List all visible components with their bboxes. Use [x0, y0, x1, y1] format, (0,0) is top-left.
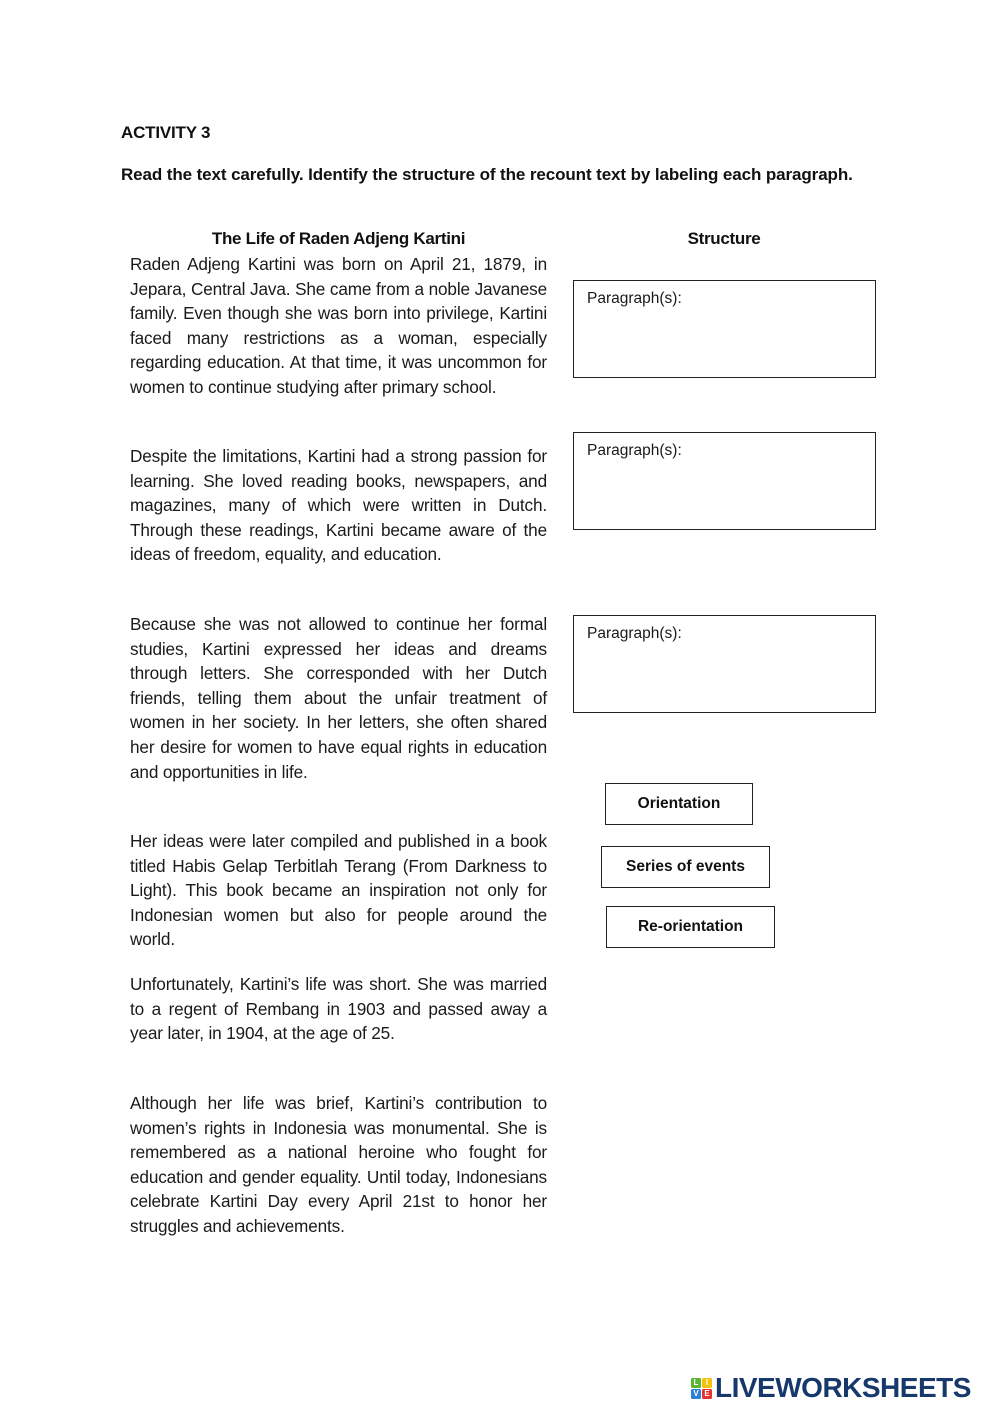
logo-letter-e: E	[702, 1389, 712, 1399]
paragraph-1: Raden Adjeng Kartini was born on April 21, 1879, in Jepara, Central Java. She came from a noble Javanese family. Even though she was born into privilege, Kartini faced many restrictions as a woman, especially regarding education. At that time, it was uncommon for women to continue studying after primary school.	[130, 254, 547, 397]
option-series-of-events[interactable]: Series of events	[601, 846, 770, 888]
answer-box-label: Paragraph(s):	[587, 625, 682, 642]
instructions: Read the text carefully. Identify the structure of the recount text by labeling each paragraph.	[121, 165, 853, 184]
paragraph-4: Her ideas were later compiled and published in a book titled Habis Gelap Terbitlah Terang (From Darkness to Light). This book became an inspiration not only for Indonesian women but also for people around the world.	[130, 831, 547, 950]
drop-zone[interactable]	[580, 650, 869, 706]
structure-title: Structure	[687, 229, 761, 248]
answer-box-label: Paragraph(s):	[587, 290, 682, 307]
logo-text: LIVEWORKSHEETS	[715, 1372, 971, 1403]
paragraph-3: Because she was not allowed to continue her formal studies, Kartini expressed her ideas and dreams through letters. She corresponded with her Dutch friends, telling them about the unfair treatment of women in her society. In her letters, she often shared her desire for women to have equal rights in education and opportunities in life.	[130, 614, 547, 782]
text-title: The Life of Raden Adjeng Kartini	[211, 229, 466, 248]
activity-title: ACTIVITY 3	[121, 123, 211, 142]
logo-letter-i: I	[702, 1378, 712, 1388]
option-re-orientation[interactable]: Re-orientation	[606, 906, 775, 948]
liveworksheets-logo	[691, 1374, 971, 1402]
drop-zone[interactable]	[580, 315, 869, 371]
paragraph-5: Unfortunately, Kartini’s life was short. She was married to a regent of Rembang in 1903 and passed away a year later, in 1904, at the age of 25.	[130, 974, 547, 1044]
option-orientation[interactable]: Orientation	[605, 783, 753, 825]
logo-grid-icon	[691, 1378, 712, 1399]
answer-box-label: Paragraph(s):	[587, 442, 682, 459]
answer-box-2[interactable]	[573, 432, 876, 530]
paragraph-2: Despite the limitations, Kartini had a strong passion for learning. She loved reading books, newspapers, and magazines, many of which were written in Dutch. Through these readings, Kartini became aware of the ideas of freedom, equality, and education.	[130, 446, 547, 565]
logo-letter-v: V	[691, 1389, 701, 1399]
paragraph-6: Although her life was brief, Kartini’s contribution to women’s rights in Indonesia was monumental. She is remembered as a national heroine who fought for education and gender equality. Until today, Indonesians celebrate Kartini Day every April 21st to honor her struggles and achievements.	[130, 1093, 547, 1236]
logo-letter-l: L	[691, 1378, 701, 1388]
drop-zone[interactable]	[580, 467, 869, 523]
answer-box-1[interactable]	[573, 280, 876, 378]
answer-box-3[interactable]	[573, 615, 876, 713]
